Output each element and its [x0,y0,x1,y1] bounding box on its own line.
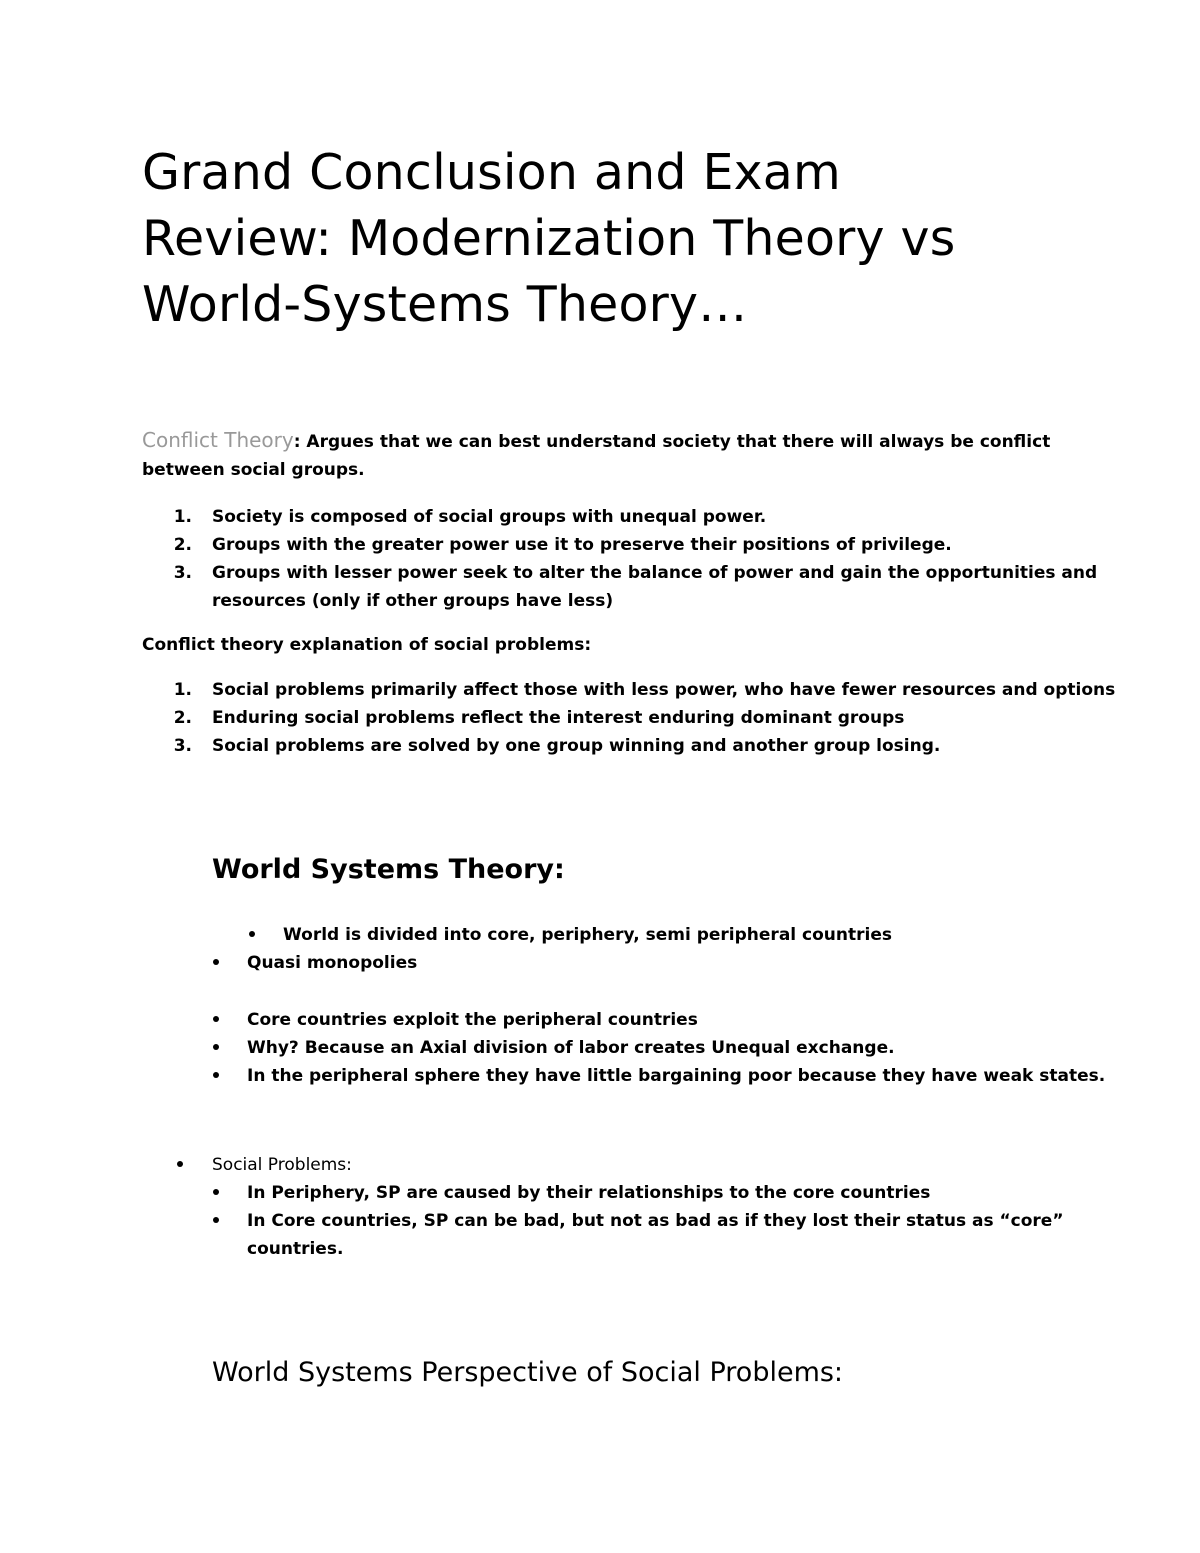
bullet-item: In the peripheral sphere they have little bargaining poor because they have weak states. [247,1066,1106,1086]
document-title-line-1: Grand Conclusion and Exam [142,144,841,201]
conflict-intro-line-2: between social groups. [142,460,365,480]
conflict-intro [142,426,1050,456]
perspective-heading: World Systems Perspective of Social Problems: [212,1357,844,1388]
list-number: 1. [173,680,192,700]
list-item: Social problems are solved by one group winning and another group losing. [212,736,941,756]
bullet-icon [213,1072,219,1078]
bullet-icon [213,1217,219,1223]
bullet-item: Core countries exploit the peripheral countries [247,1010,698,1030]
list-number: 3. [173,736,192,756]
list-item: Society is composed of social groups with unequal power. [212,507,767,527]
list-item: Social problems primarily affect those with less power, who have fewer resources and options [212,680,1116,700]
bullet-icon [213,959,219,965]
bullet-item: World is divided into core, periphery, semi peripheral countries [283,925,892,945]
list-number: 3. [173,563,192,583]
social-problems-label: Social Problems: [212,1155,352,1175]
world-systems-heading: World Systems Theory: [212,854,565,885]
list-item-continuation: resources (only if other groups have less) [212,591,614,611]
explanation-heading: Conflict theory explanation of social problems: [142,635,592,655]
bullet-item: Why? Because an Axial division of labor creates Unequal exchange. [247,1038,895,1058]
bullet-item-continuation: countries. [247,1239,344,1259]
bullet-icon [213,1189,219,1195]
bullet-item: In Core countries, SP can be bad, but not as bad as if they lost their status as “core” [247,1211,1064,1231]
conflict-theory-label: Conflict Theory [142,428,294,452]
bullet-icon [213,1016,219,1022]
bullet-icon [249,931,255,937]
document-title-line-3: World-Systems Theory… [142,276,748,333]
list-number: 2. [173,708,192,728]
bullet-icon [213,1044,219,1050]
bullet-icon [177,1161,183,1167]
list-number: 1. [173,507,192,527]
conflict-intro-text: : Argues that we can best understand society that there will always be conflict [293,432,1051,452]
list-item: Enduring social problems reflect the interest enduring dominant groups [212,708,905,728]
list-item: Groups with lesser power seek to alter the balance of power and gain the opportunities and [212,563,1098,583]
bullet-item: Quasi monopolies [247,953,418,973]
list-number: 2. [173,535,192,555]
document-title-line-2: Review: Modernization Theory vs [142,210,956,267]
list-item: Groups with the greater power use it to preserve their positions of privilege. [212,535,952,555]
bullet-item: In Periphery, SP are caused by their relationships to the core countries [247,1183,931,1203]
